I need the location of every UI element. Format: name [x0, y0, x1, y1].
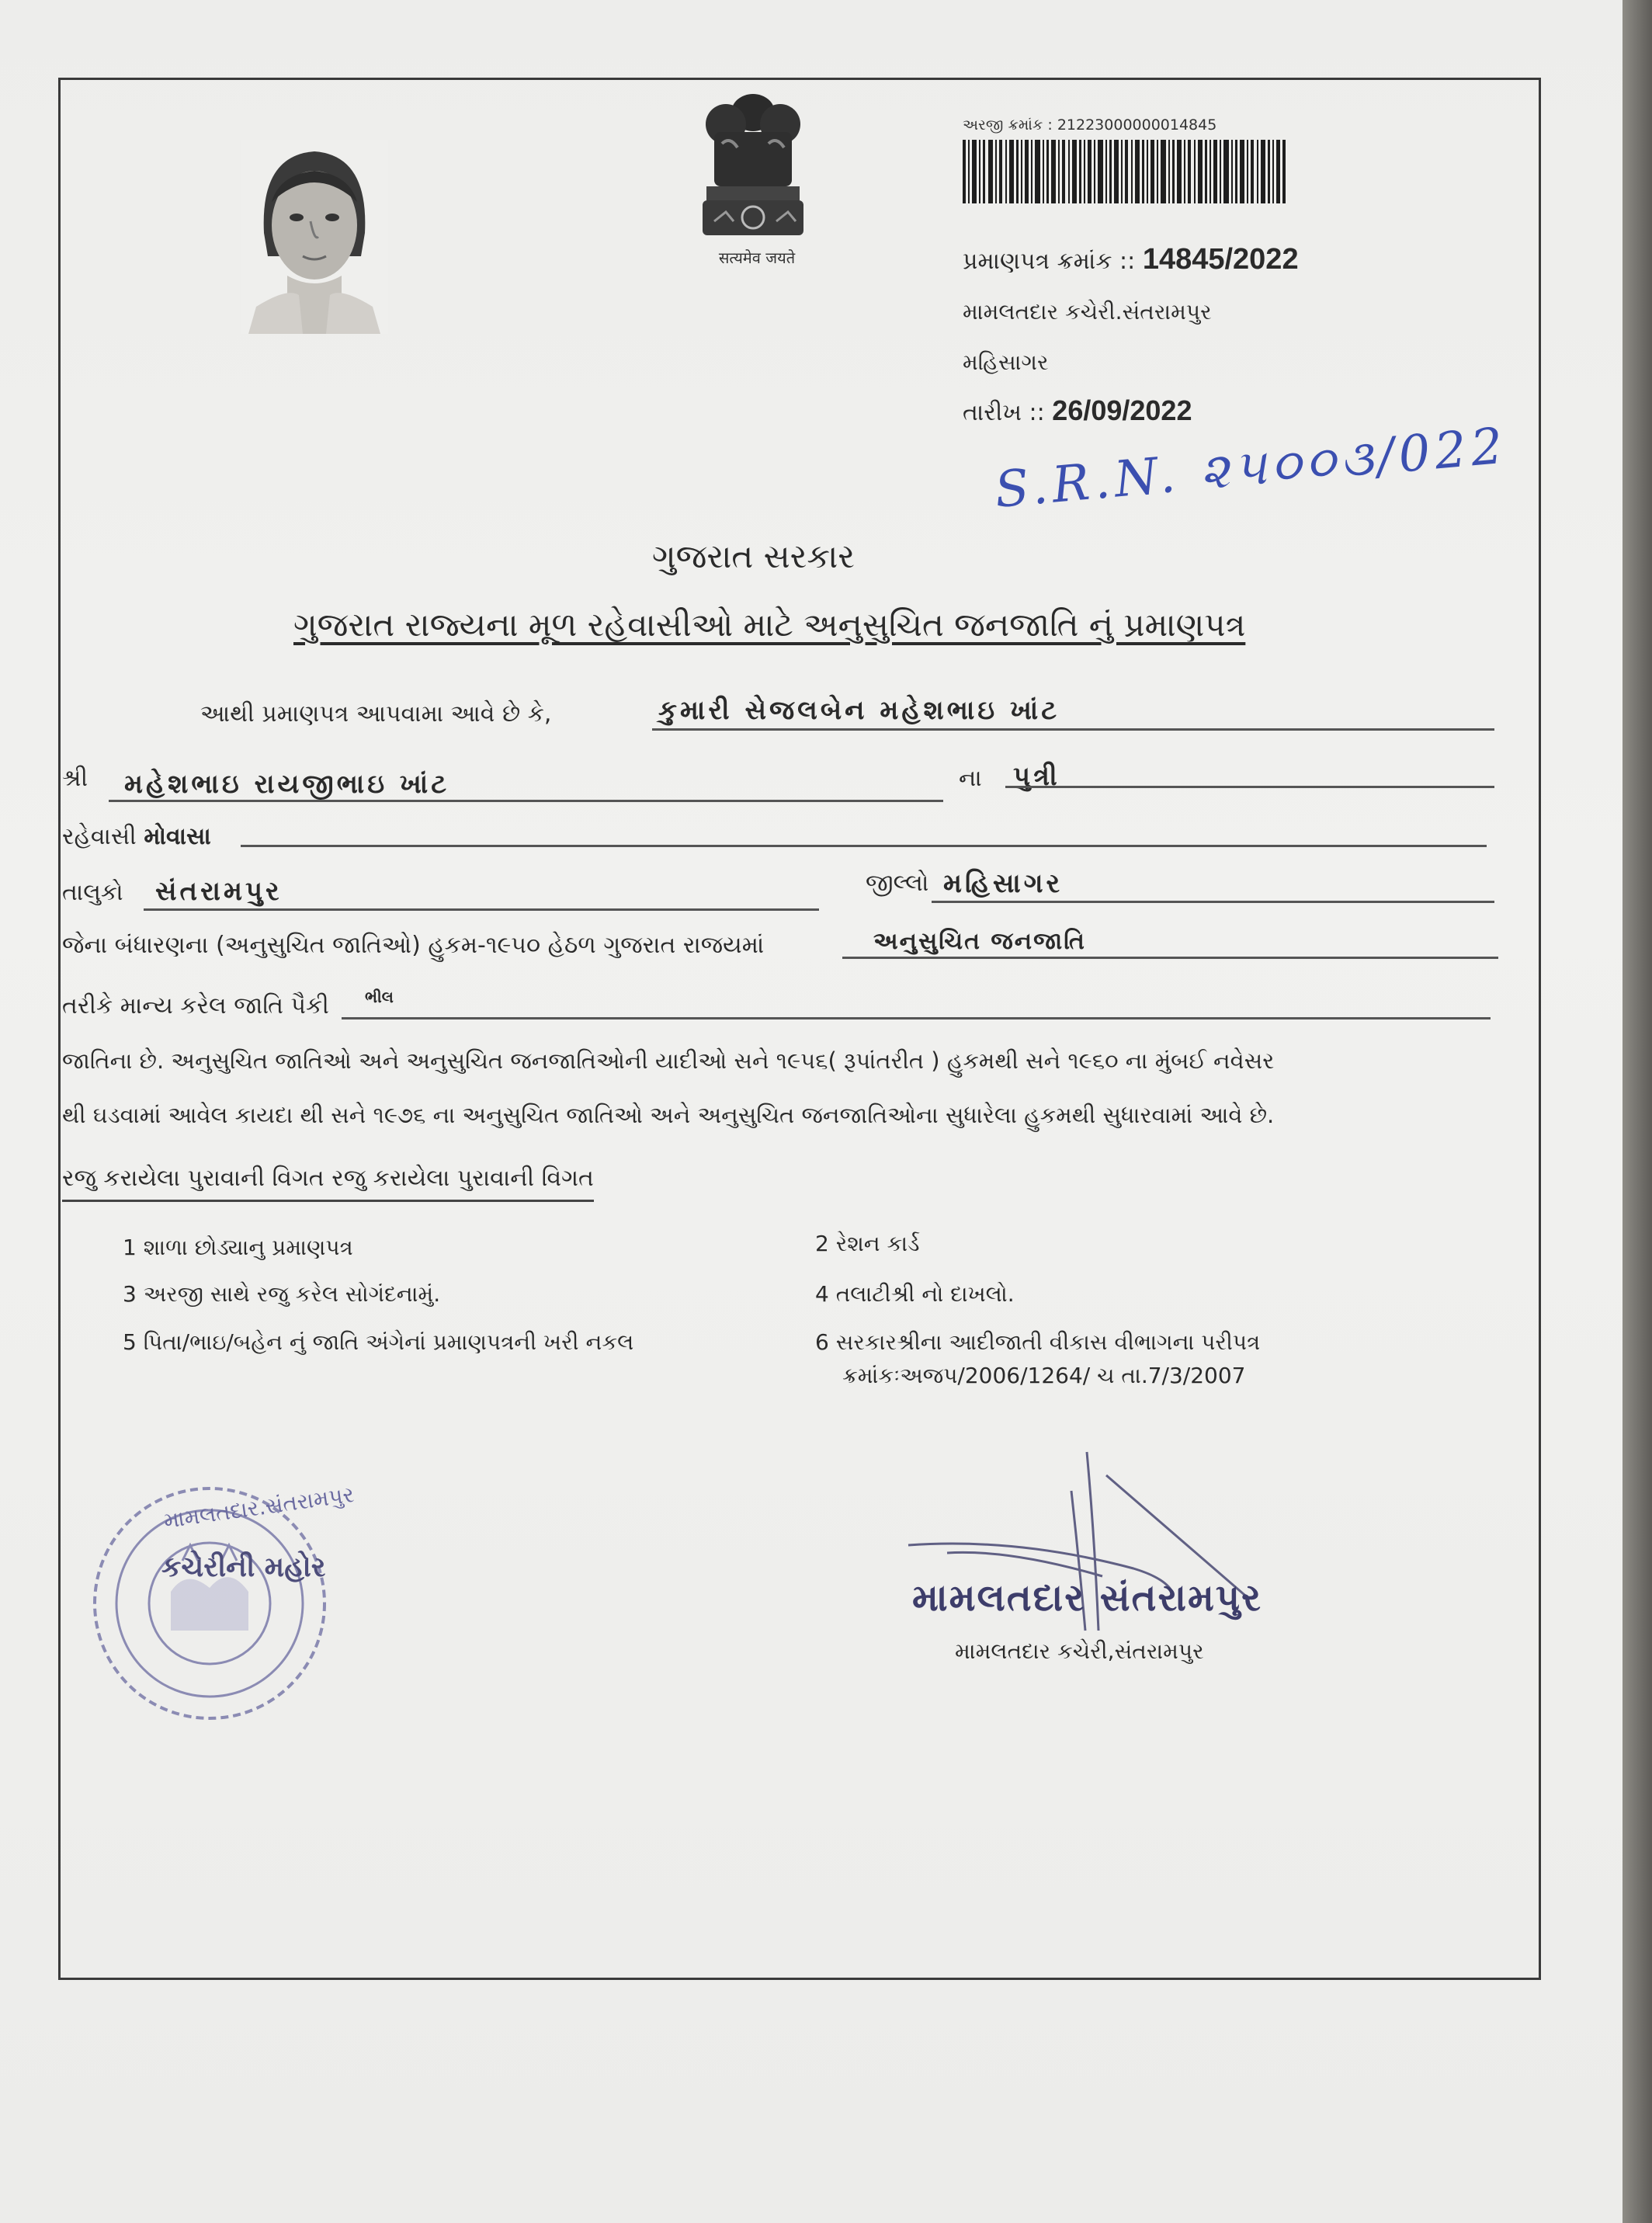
documents-heading: રજુ કરાયેલા પુરાવાની વિગત રજુ કરાયેલા પુરાવાની વિગત	[62, 1165, 594, 1202]
category-value: અનુસુચિત જનજાતિ	[873, 928, 1086, 955]
category-underline	[842, 957, 1498, 959]
taluka-label: તાલુકો	[62, 879, 123, 906]
document-item-4: 4 તલાટીશ્રી નો દાખલો.	[815, 1281, 1015, 1307]
intro-label: આથી પ્રમાણપત્ર આપવામા આવે છે કે,	[200, 700, 552, 728]
certificate-number: 14845/2022	[1142, 243, 1299, 276]
handwritten-srn: S.R.N. ૨૫૦૦૩/022	[992, 417, 1510, 519]
seal-center-text: કચેરીની મહોર	[161, 1551, 326, 1583]
signatory-designation: મામલતદાર સંતરામપુર	[912, 1576, 1262, 1620]
issuing-office: મામલતદાર કચેરી.સંતરામપુર	[963, 299, 1212, 325]
application-number: અરજી ક્રમાંક : 21223000000014845	[963, 116, 1217, 134]
taluka-underline	[144, 908, 819, 911]
issue-date: 26/09/2022	[1052, 394, 1192, 426]
signatory-office: મામલતદાર કચેરી,સંતરામપુર	[955, 1638, 1204, 1664]
district-underline	[932, 901, 1494, 903]
certificate-number-label: પ્રમાણપત્ર ક્રમાંક ::	[963, 248, 1136, 275]
government-heading: ગુજરાત સરકાર	[652, 537, 855, 575]
resident-village: મોવાસા	[144, 823, 211, 850]
issue-date-line	[963, 394, 1192, 427]
document-item-1: 1 શાળા છોડ્યાનુ પ્રમાણપત્ર	[123, 1235, 353, 1260]
document-item-3: 3 અરજી સાથે રજુ કરેલ સોગંદનામું.	[123, 1281, 441, 1307]
body-text-line-2: થી ઘડવામાં આવેલ કાયદા થી સને ૧૯૭૬ ના અનુસુચિત જાતિઓ અને અનુસુચિત જનજાતિઓના સુધારેલા હુકમથી સુધારવામાં આવે છે.	[62, 1102, 1275, 1128]
certificate-title: ગુજરાત રાજ્યના મૂળ રહેવાસીઓ માટે અનુસુચિત જનજાતિ નું પ્રમાણપત્ર	[293, 606, 1246, 644]
applicant-photo	[241, 140, 388, 334]
shri-label: શ્રી	[62, 765, 88, 792]
document-item-6-reference: ક્રમાંકઃઅજપ/2006/1264/ ચ તા.7/3/2007	[842, 1363, 1246, 1388]
barcode-icon	[963, 140, 1289, 203]
applicant-name: કુમારી સેજલબેન મહેશભાઇ ખાંટ	[658, 695, 1060, 726]
document-item-6: 6 સરકારશ્રીના આદીજાતી વીકાસ વીભાગના પરીપત્ર	[815, 1329, 1261, 1355]
resident-label	[62, 823, 211, 850]
emblem-motto: सत्यमेव जयते	[718, 248, 796, 267]
relation: પુત્રી	[1013, 761, 1060, 792]
na-label: ના	[959, 765, 982, 792]
page-edge-shadow	[1622, 0, 1652, 2223]
certificate-number-line	[963, 243, 1299, 276]
resident-underline	[241, 845, 1487, 847]
caste-underline	[342, 1017, 1491, 1019]
taluka-value: સંતરામપુર	[155, 876, 283, 907]
district-label: જીલ્લો	[866, 870, 929, 897]
resident-label-text: રહેવાસી	[62, 823, 137, 850]
date-label: તારીખ ::	[963, 399, 1045, 426]
relation-underline	[1005, 786, 1494, 788]
seal-ring-text: મામલતદાર.સંતરામપુર	[161, 1481, 356, 1534]
recognised-label: તરીકે માન્ય કરેલ જાતિ પૈકી	[62, 992, 329, 1019]
order-label: જેના બંધારણના (અનુસુચિત જાતિઓ) હુકમ-૧૯૫૦ હેઠળ ગુજરાત રાજયમાં	[62, 932, 765, 959]
body-text-line-1: જાતિના છે. અનુસુચિત જાતિઓ અને અનુસુચિત જનજાતિઓની યાદીઓ સને ૧૯૫૬( રૂપાંતરીત ) હુકમથી સને ૧૯૬૦ ના મુંબઈ નવેસર	[62, 1047, 1275, 1074]
father-name: મહેશભાઇ રાયજીભાઇ ખાંટ	[124, 769, 449, 800]
document-item-5: 5 પિતા/ભાઇ/બહેન નું જાતિ અંગેનાં પ્રમાણપત્રની ખરી નકલ	[123, 1329, 634, 1355]
issuing-district: મહિસાગર	[963, 349, 1049, 375]
document-item-2: 2 રેશન કાર્ડ	[815, 1231, 920, 1256]
caste-value: ભીલ	[365, 988, 394, 1006]
father-underline	[109, 800, 943, 802]
name-underline	[652, 728, 1494, 731]
district-value: મહિસાગર	[943, 868, 1064, 899]
